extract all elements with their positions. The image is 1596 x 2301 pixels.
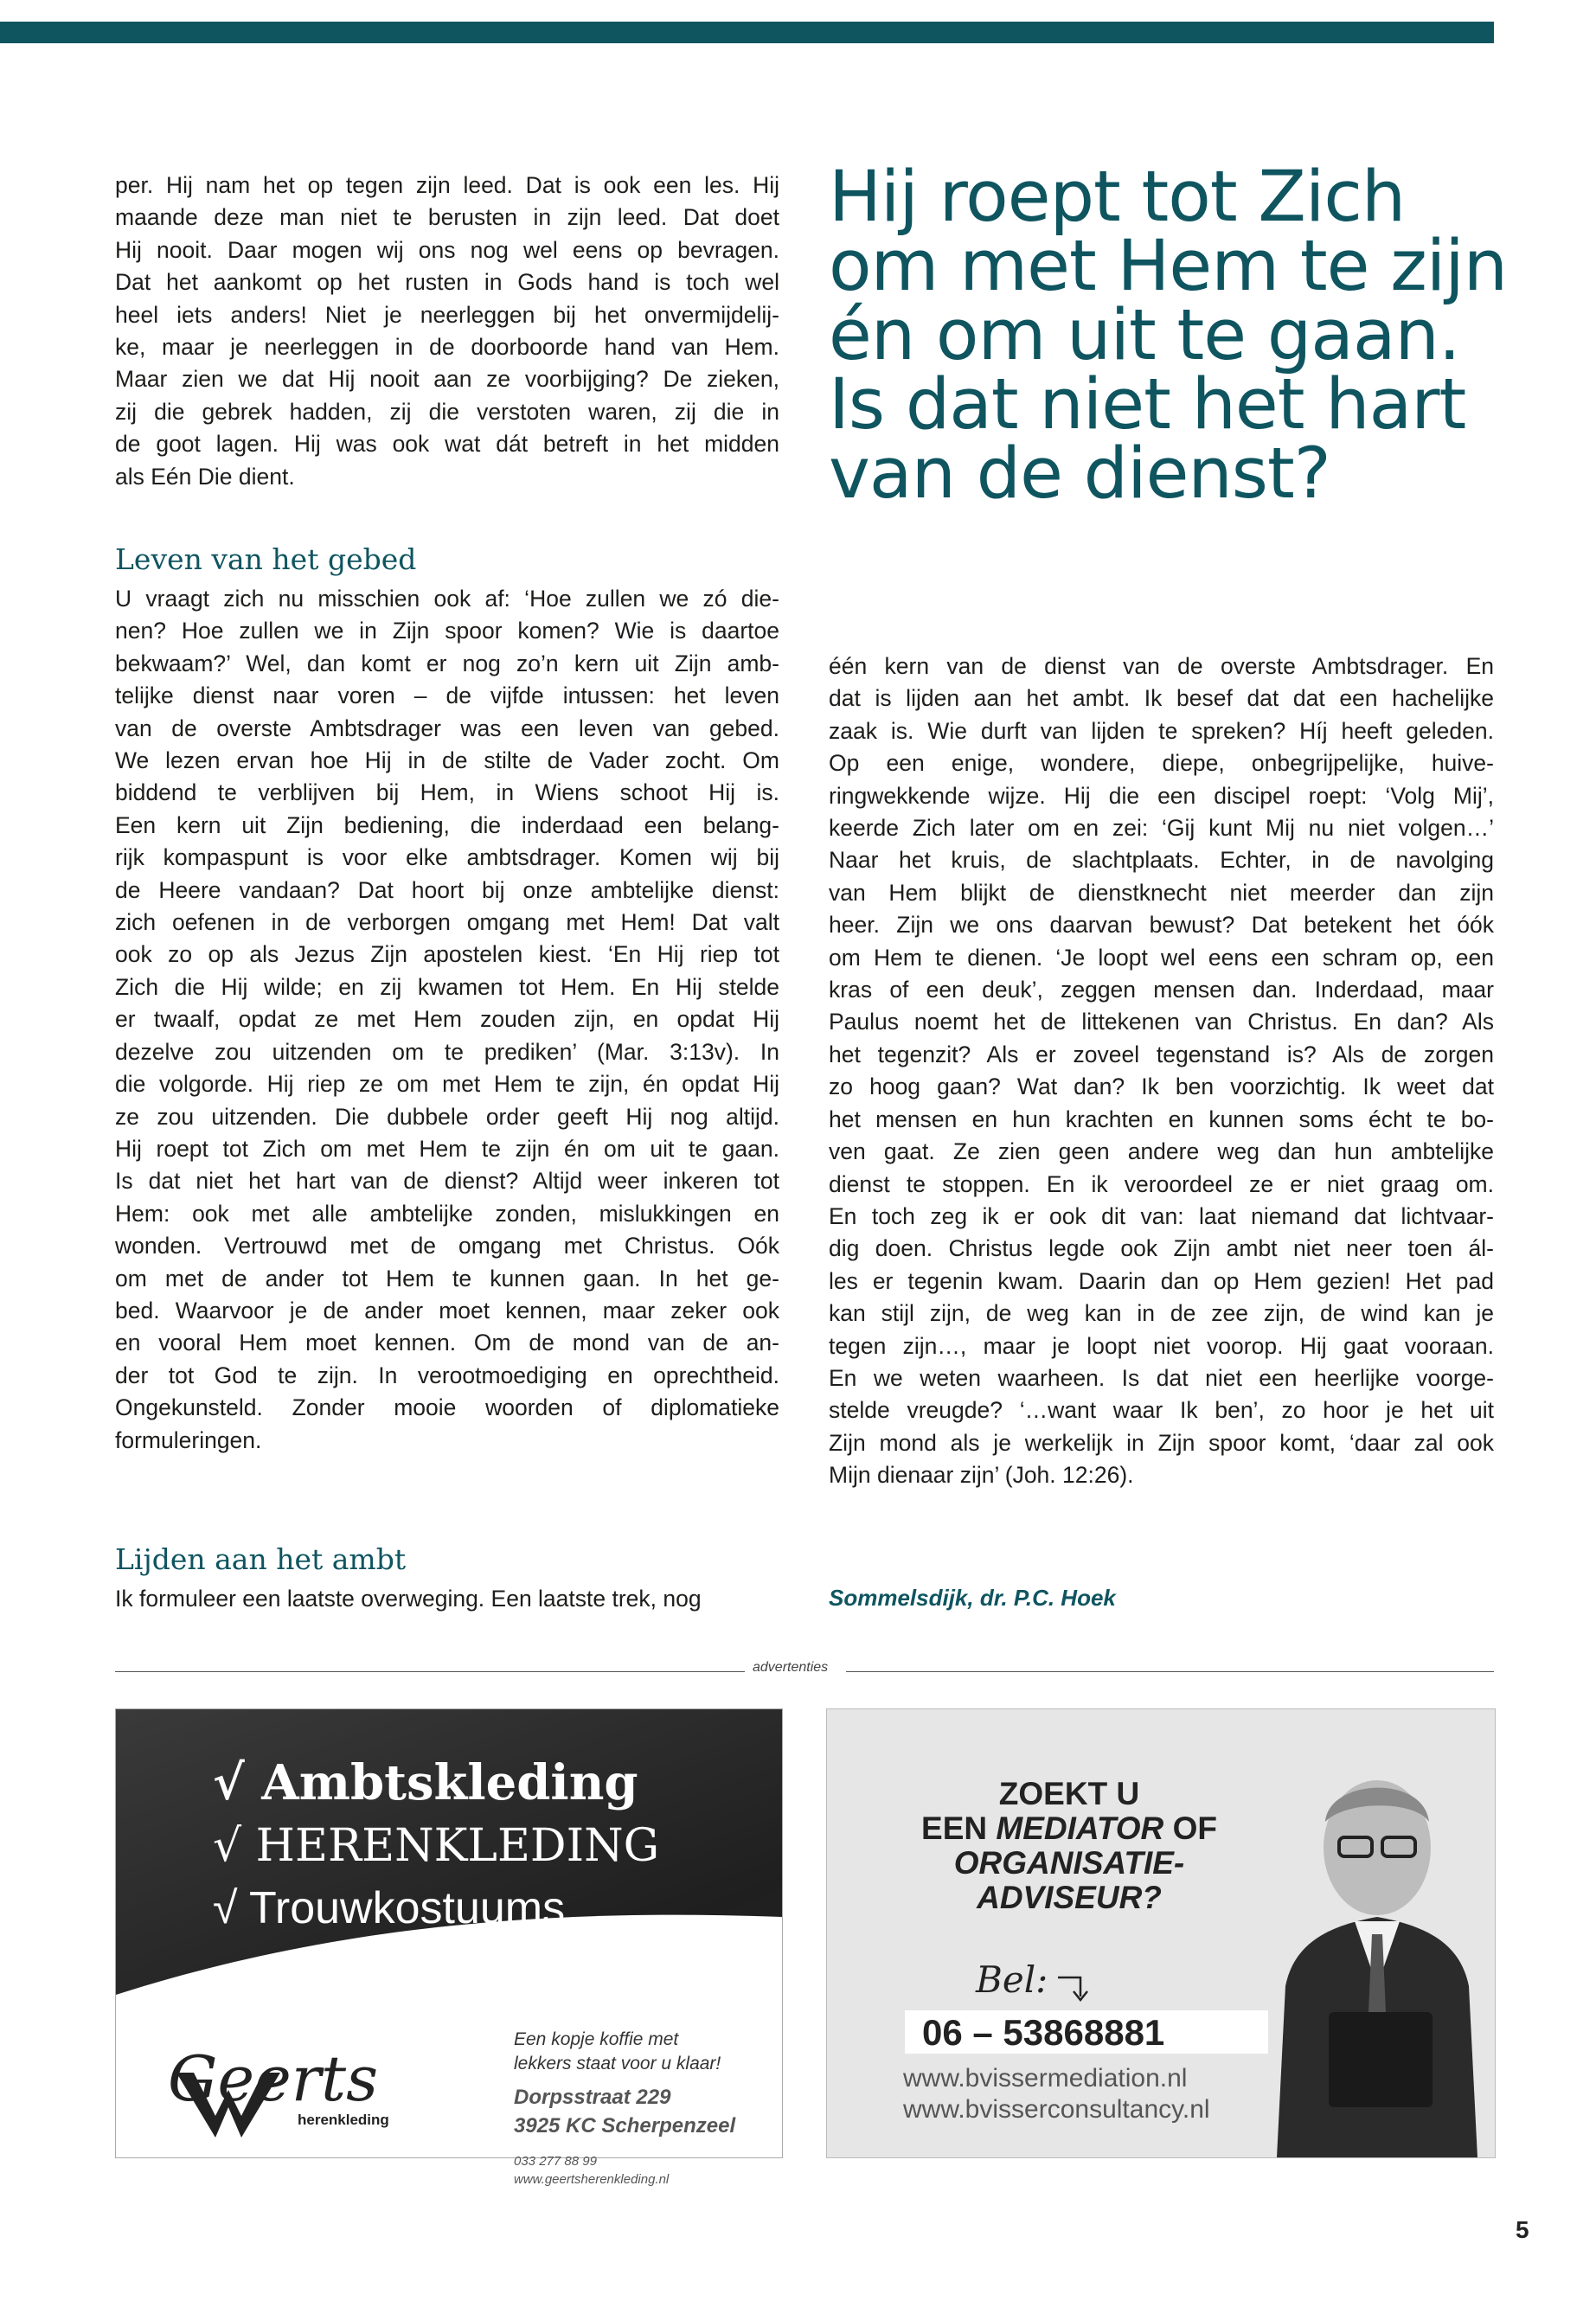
text-line: per. Hij nam het op tegen zijn leed. Dat is ook een les. Hij [115,172,779,198]
text-line: Naar het kruis, de slachtplaats. Echter, in de navolging [829,847,1494,874]
text-line: Ongekunsteld. Zonder mooie woorden of diplomatieke [115,1394,779,1421]
pull-quote-line: Hij roept tot Zich [829,157,1406,238]
text-line: Dat het aankomt op het rusten in Gods hand is toch wel [115,269,779,296]
arrow-down-right-icon [1056,1969,1091,2003]
text-line: bed. Waarvoor je de ander moet kennen, maar zeker ook [115,1297,779,1324]
text-line: één kern van de dienst van de overste Ambtsdrager. En [829,653,1494,679]
text-line: En toch zeg ik er ook dit van: laat niemand dat lichtvaar- [829,1202,1494,1229]
ads-label: advertenties [753,1660,829,1675]
text-line: zich oefenen in de verborgen omgang met Hem! Dat valt [115,909,779,936]
ad-mediator-title [888,1777,1251,1915]
text-line: Hem: ook met alle ambtelijke zonden, mislukkingen en [115,1200,779,1227]
text-line: heel iets anders! Niet je neerleggen bij het onvermijdelij- [115,301,779,328]
ad-divider-left [115,1671,745,1672]
ad-geerts-address [514,2083,735,2140]
pull-quote-line: om met Hem te zijn [829,226,1508,307]
author-signature: Sommelsdijk, dr. P.C. Hoek [829,1585,1116,1611]
heading-lijden-aan-het-ambt: Lijden aan het ambt [115,1542,407,1576]
article-section-gebed [115,583,779,1457]
text-line: maande deze man niet te berusten in zijn leed. Dat doet [115,204,779,231]
text-line: om Hem te dienen. ‘Je loopt wel eens een schram op, een [829,944,1494,971]
text-line: tegen zijn…, maar je loopt niet voorop. Hij gaat vooraan. [829,1332,1494,1359]
ad-geerts-check-herenkleding: √ HERENKLEDING [213,1820,660,1872]
ad-mediator-web-1[interactable]: www.bvissermediation.nl [903,2064,1188,2093]
text-line: kras of een deuk’, zeggen mensen dan. Inderdaad, maar [829,977,1494,1003]
text-line: dat is lijden aan het ambt. Ik besef dat dat een hachelijke [829,685,1494,712]
pull-quote-line: én om uit te gaan. [829,295,1460,376]
text-line: om met de ander tot Hem te kunnen gaan. In het ge- [115,1265,779,1292]
text-line: stelde vreugde? ‘…want waar Ik ben’, zo hoor je het uit [829,1397,1494,1424]
text-line: Hij roept tot Zich om met Hem te zijn én om uit te gaan. [115,1135,779,1162]
text-line: Zijn mond als je werkelijk in Zijn spoor komt, ‘daar zal ook [829,1429,1494,1456]
text-line: biddend te verblijven bij Hem, in Wiens schoot Hij is. [115,779,779,806]
ad-geerts-website[interactable]: www.geertsherenkleding.nl [514,2172,670,2187]
text-line: Paulus noemt het de littekenen van Christus. En dan? Als [829,1009,1494,1035]
top-color-bar [0,22,1494,43]
ad-mediator-bel: Bel: [976,1958,1048,2001]
text-line: Op een enige, wondere, diepe, onbegrijpelijke, huive- [829,750,1494,777]
ad-mediator-title-2a: EEN [921,1811,997,1846]
text-line: en vooral Hem moet kennen. Om de mond van de an- [115,1330,779,1356]
ad-mediator[interactable] [826,1708,1496,2158]
ad-mediator-phone[interactable]: 06 – 53868881 [922,2012,1165,2053]
article-right-column [829,651,1494,1492]
text-line: les er tegenin kwam. Daarin dan op Hem gezien! Het pad [829,1267,1494,1294]
text-line: ringwekkende wijze. Hij die een discipel roept: ‘Volg Mij’, [829,782,1494,809]
pull-quote-line: Is dat niet het hart [829,364,1466,445]
ad-mediator-title-2 [888,1811,1251,1846]
man-in-suit-photo [1259,1727,1495,2157]
text-line: ook zo op als Jezus Zijn apostelen kiest. ‘En Hij riep tot [115,941,779,968]
text-line: Ik formuleer een laatste overweging. Een laatste trek, nog [115,1586,702,1612]
text-line: Hij nooit. Daar mogen wij ons nog wel eens op bevragen. [115,236,779,263]
ad-geerts-check-ambtskleding: √ Ambtskleding [213,1754,638,1811]
pull-quote-line: van de dienst? [829,433,1330,515]
pull-quote [829,157,1508,515]
text-line: zij die gebrek hadden, zij die verstoten waren, zij die in [115,398,779,425]
text-line: heer. Zijn we ons daarvan bewust? Dat betekent het óók [829,912,1494,939]
text-line: zaak is. Wie durft van lijden te spreken? Híj heeft geleden. [829,717,1494,744]
text-line: En we weten waarheen. Is dat niet een heerlijke voorge- [829,1364,1494,1391]
ad-geerts-tagline-1: Een kopje koffie met [514,2029,679,2049]
ad-geerts-address-1: Dorpsstraat 229 [514,2086,671,2109]
text-line: ven gaat. Ze zien geen andere weg dan hun ambtelijke [829,1138,1494,1165]
text-line: dezelve zou uitzenden om te prediken’ (Mar. 3:13v). In [115,1038,779,1065]
text-line: Een kern uit Zijn bediening, die inderdaad een belang- [115,811,779,838]
article-section-lijden [115,1583,779,1615]
text-line: nen? Hoe zullen we in Zijn spoor komen? Wie is daartoe [115,618,779,644]
text-line: Is dat niet het hart van de dienst? Altijd weer inkeren tot [115,1168,779,1195]
text-line: ze zou uitzenden. Die dubbele order geeft Hij nog altijd. [115,1103,779,1130]
text-line: formuleringen. [115,1426,262,1453]
ad-geerts-logo-sub: herenkleding [298,2112,389,2128]
article-left-top [115,170,779,493]
ad-geerts-tagline [514,2028,721,2076]
text-line: de goot lagen. Hij was ook wat dát betreft in het midden [115,431,779,458]
text-line: rijk kompaspunt is voor elke ambtsdrager. Komen wij bij [115,844,779,871]
ad-geerts-tagline-2: lekkers staat voor u klaar! [514,2054,721,2073]
text-line: die volgorde. Hij riep ze om met Hem te zijn, én opdat Hij [115,1071,779,1098]
text-line: de Heere vandaan? Dat hoort bij onze ambtelijke dienst: [115,876,779,903]
text-line: bekwaam?’ Wel, dan komt er nog zo’n kern uit Zijn amb- [115,650,779,676]
ad-mediator-title-2b: MEDIATOR [996,1811,1164,1846]
ad-mediator-title-2c: OF [1163,1811,1217,1846]
text-line: kan stijl zijn, de weg kan in de zee zijn, de wind kan je [829,1300,1494,1327]
ad-geerts-contact [514,2152,669,2189]
ad-divider-right [846,1671,1494,1672]
ad-geerts-check-trouwkostuums: √ Trouwkostuums [213,1883,566,1933]
text-line: Mijn dienaar zijn’ (Joh. 12:26). [829,1462,1134,1489]
ad-geerts-logo: Geerts [168,2042,379,2115]
text-line: U vraagt zich nu misschien ook af: ‘Hoe zullen we zó die- [115,586,779,612]
ad-mediator-web-2[interactable]: www.bvisserconsultancy.nl [903,2095,1210,2124]
ad-geerts-address-2: 3925 KC Scherpenzeel [514,2114,736,2138]
heading-leven-van-het-gebed: Leven van het gebed [115,542,417,576]
text-line: het mensen en hun krachten en kunnen soms écht te bo- [829,1106,1494,1132]
ad-mediator-title-3: ORGANISATIE-ADVISEUR? [953,1845,1185,1915]
text-line: wonden. Vertrouwd met de omgang met Christus. Oók [115,1233,779,1259]
text-line: van Hem blijkt de dienstknecht niet meerder dan zijn [829,879,1494,906]
text-line: ke, maar je neerleggen in de doorboorde hand van Hem. [115,334,779,361]
text-line: der tot God te zijn. In verootmoediging en oprechtheid. [115,1362,779,1388]
text-line: zo hoog gaan? Wat dan? Ik ben voorzichtig. Ik weet dat [829,1074,1494,1100]
text-line: Maar zien we dat Hij nooit aan ze voorbijging? De zieken, [115,366,779,393]
text-line: dienst te stoppen. En ik veroordeel ze er niet graag om. [829,1170,1494,1197]
text-line: Zich die Hij wilde; en zij kwamen tot Hem. En Hij stelde [115,973,779,1000]
text-line: als Eén Die dient. [115,463,295,490]
page-number: 5 [1516,2216,1529,2243]
text-line: telijke dienst naar voren – de vijfde intussen: het leven [115,683,779,709]
text-line: dig doen. Christus legde ook Zijn ambt niet neer toen ál- [829,1235,1494,1262]
text-line: het tegenzit? Als er zoveel tegenstand is? Als de zorgen [829,1041,1494,1067]
text-line: We lezen ervan hoe Hij in de stilte de Vader zocht. Om [115,747,779,774]
text-line: er twaalf, opdat ze met Hem zouden zijn, en opdat Hij [115,1006,779,1033]
text-line: keerde Zich later om en zei: ‘Gij kunt Mij nu niet volgen…’ [829,815,1494,842]
text-line: van de overste Ambtsdrager was een leven van gebed. [115,715,779,741]
ad-geerts[interactable] [115,1708,783,2187]
ad-mediator-title-1: ZOEKT U [998,1776,1140,1811]
ad-geerts-phone: 033 277 88 99 [514,2154,597,2169]
